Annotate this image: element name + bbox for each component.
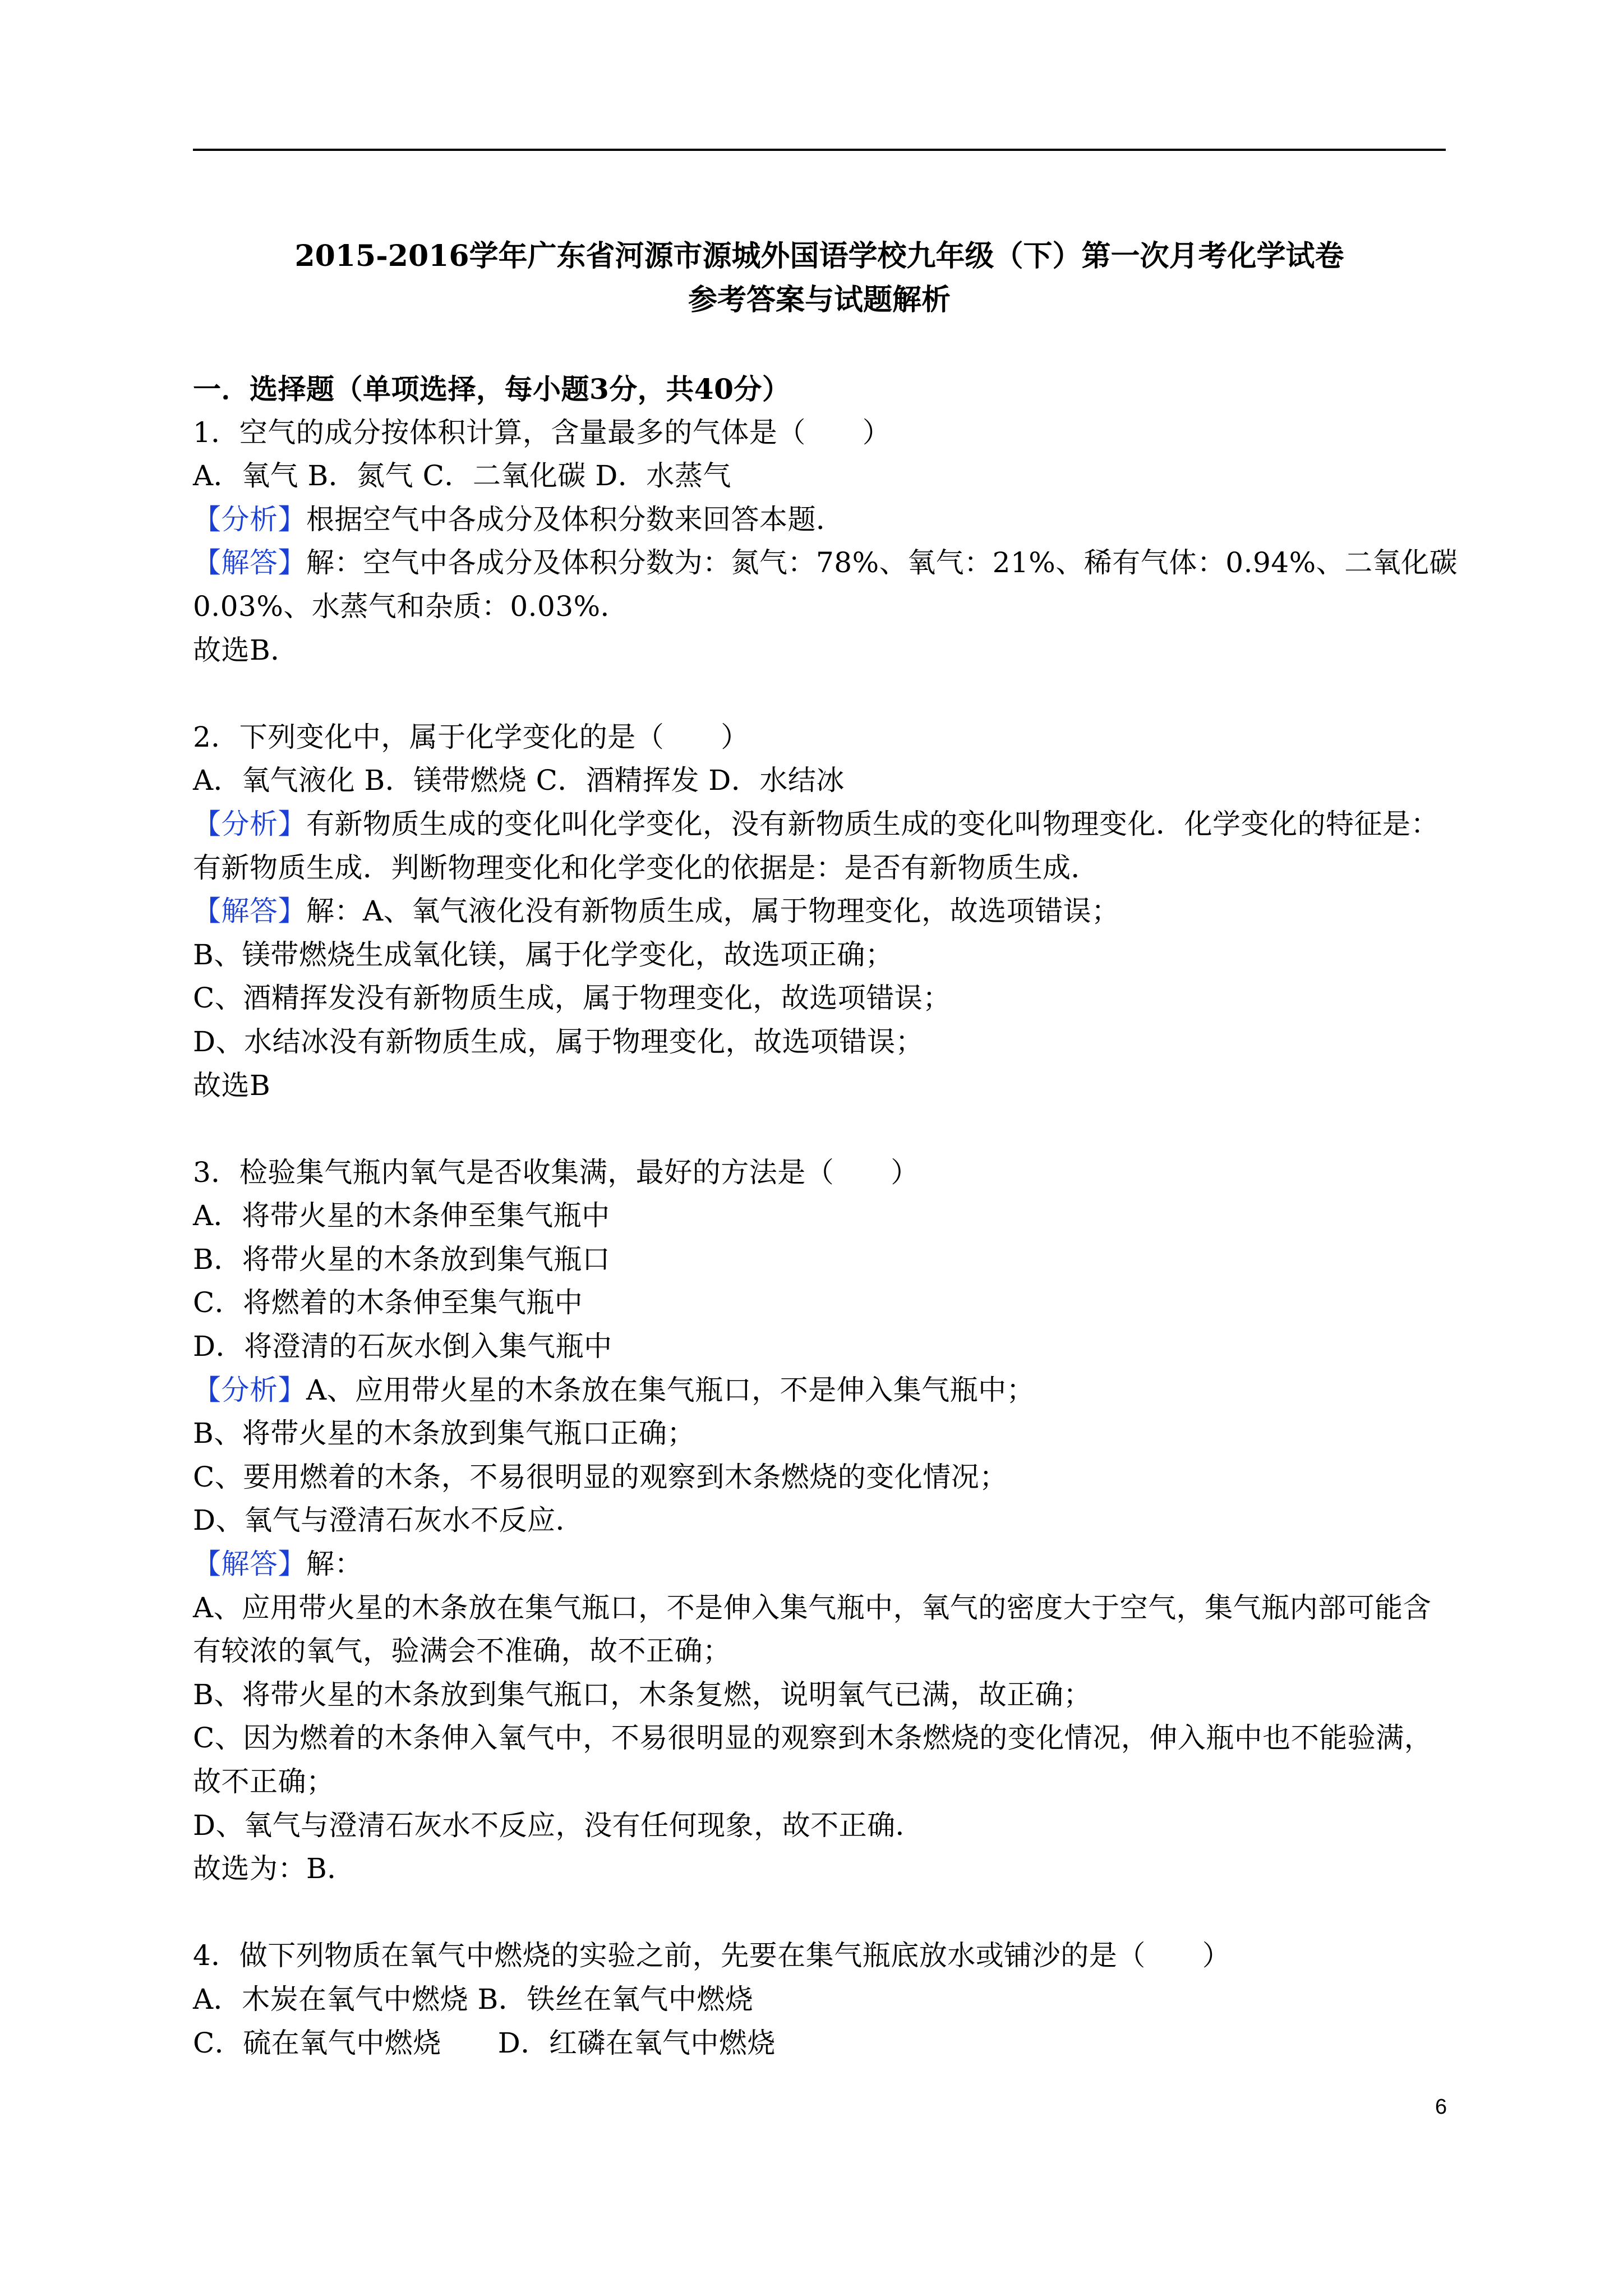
analysis-tag: 【分析】 <box>193 1373 306 1406</box>
analysis-tag: 【分析】 <box>193 807 306 840</box>
question-4-options-1: A．木炭在氧气中燃烧 B．铁丝在氧气中燃烧 <box>193 1982 754 2016</box>
analysis-text: A、应用带火星的木条放在集气瓶口，不是伸入集气瓶中； <box>306 1373 1035 1406</box>
page-title: 2015-2016学年广东省河源市源城外国语学校九年级（下）第一次月考化学试卷 <box>294 239 1344 273</box>
question-1-choice: 故选B． <box>193 633 299 666</box>
section-heading: 一．选择题（单项选择，每小题3分，共40分） <box>193 372 791 406</box>
question-2-stem: 2．下列变化中，属于化学变化的是（ ） <box>193 720 749 753</box>
question-2-analysis-cont: 有新物质生成．判断物理变化和化学变化的依据是：是否有新物质生成． <box>193 851 1099 884</box>
question-2-answer-b: B、镁带燃烧生成氧化镁，属于化学变化，故选项正确； <box>193 938 894 971</box>
question-1-answer-cont: 0.03%、水蒸气和杂质：0.03%． <box>193 590 629 623</box>
page-subtitle: 参考答案与试题解析 <box>688 283 951 317</box>
spacer <box>193 672 1446 716</box>
question-3-answer-c: C、因为燃着的木条伸入氧气中，不易很明显的观察到木条燃烧的变化情况，伸入瓶中也不能验满， <box>193 1722 1433 1755</box>
title-block <box>193 234 1446 322</box>
analysis-text: 有新物质生成的变化叫化学变化，没有新物质生成的变化叫物理变化．化学变化的特征是： <box>306 807 1439 840</box>
question-2-answer-c: C、酒精挥发没有新物质生成，属于物理变化，故选项错误； <box>193 982 951 1015</box>
question-4-stem: 4．做下列物质在氧气中燃烧的实验之前，先要在集气瓶底放水或铺沙的是（ ） <box>193 1939 1231 1972</box>
spacer <box>193 1107 1446 1151</box>
answer-text: 解： <box>306 1548 363 1581</box>
spacer <box>193 1891 1446 1935</box>
question-4-options-2: C．硫在氧气中燃烧 D．红磷在氧气中燃烧 <box>193 2026 776 2059</box>
question-3-option-b: B．将带火星的木条放到集气瓶口 <box>193 1243 611 1276</box>
question-2-answer-d: D、水结冰没有新物质生成，属于物理变化，故选项错误； <box>193 1025 924 1058</box>
answer-text: 解：空气中各成分及体积分数为：氮气：78%、氧气：21%、稀有气体：0.94%、二氧化碳 <box>306 546 1458 579</box>
question-2-options: A．氧气液化 B．镁带燃烧 C．酒精挥发 D．水结冰 <box>193 764 845 797</box>
question-3-analysis <box>193 1369 1446 1412</box>
question-1-answer <box>193 541 1458 585</box>
question-3-answer-a-cont: 有较浓的氧气，验满会不准确，故不正确； <box>193 1635 731 1668</box>
question-3-analysis-d: D、氧气与澄清石灰水不反应． <box>193 1504 584 1537</box>
question-3-stem: 3．检验集气瓶内氧气是否收集满，最好的方法是（ ） <box>193 1156 919 1189</box>
analysis-text: 根据空气中各成分及体积分数来回答本题． <box>306 503 845 536</box>
question-3-option-c: C．将燃着的木条伸至集气瓶中 <box>193 1286 583 1319</box>
question-3-answer-a: A、应用带火星的木条放在集气瓶口，不是伸入集气瓶中，氧气的密度大于空气，集气瓶内部可能含 <box>193 1591 1432 1624</box>
question-1-analysis <box>193 498 1446 542</box>
question-3-analysis-b: B、将带火星的木条放到集气瓶口正确； <box>193 1417 695 1450</box>
question-3-answer-d: D、氧气与澄清石灰水不反应，没有任何现象，故不正确． <box>193 1809 924 1842</box>
question-3-option-a: A．将带火星的木条伸至集气瓶中 <box>193 1199 610 1232</box>
question-1-stem: 1．空气的成分按体积计算，含量最多的气体是（ ） <box>193 416 891 449</box>
analysis-tag: 【分析】 <box>193 503 306 536</box>
answer-tag: 【解答】 <box>193 895 306 928</box>
question-3-choice: 故选为：B． <box>193 1852 356 1885</box>
page-number: 6 <box>1435 2095 1447 2119</box>
question-3-answer <box>193 1543 1446 1586</box>
answer-text: 解：A、氧气液化没有新物质生成，属于物理变化，故选项错误； <box>306 895 1120 928</box>
question-2-choice: 故选B <box>193 1069 271 1102</box>
question-3-answer-b: B、将带火星的木条放到集气瓶口，木条复燃，说明氧气已满，故正确； <box>193 1678 1092 1711</box>
question-3-analysis-c: C、要用燃着的木条，不易很明显的观察到木条燃烧的变化情况； <box>193 1460 1008 1493</box>
answer-tag: 【解答】 <box>193 546 306 579</box>
question-2-analysis <box>193 803 1446 846</box>
question-2-answer <box>193 890 1446 933</box>
question-1-options: A．氧气 B．氮气 C．二氧化碳 D．水蒸气 <box>193 459 731 493</box>
question-3-option-d: D．将澄清的石灰水倒入集气瓶中 <box>193 1330 612 1363</box>
answer-tag: 【解答】 <box>193 1548 306 1581</box>
header-rule <box>193 149 1446 151</box>
question-3-answer-c-cont: 故不正确； <box>193 1765 335 1798</box>
document-body <box>193 367 1458 2065</box>
